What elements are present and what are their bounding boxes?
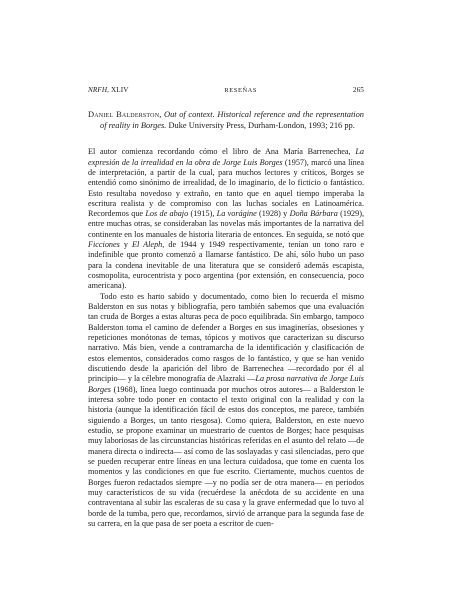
journal-abbreviation: NRFH [88, 86, 108, 94]
review-body [88, 147, 364, 529]
text-run: El autor comienza recordando cómo el libro de Ana María Barrenechea, [88, 147, 356, 157]
text-run: , de 1944 y 1949 respectivamente, tenían un tono raro e indefinible que pronto comenzó a llamarse fantástico. De ahí, sólo hubo un paso para la condena inevitable de una literatura que se consideró además escapista, cosmopolita, eurocentrista y poco argentina (por extensión, en consecuencia, poco americana). [88, 240, 365, 291]
journal-page [88, 86, 364, 529]
text-run: (1928) y [256, 209, 290, 219]
journal-volume: XLIV [110, 86, 129, 94]
page-number: 265 [352, 86, 364, 94]
reviewed-publisher: Duke University Press, Durham-London, 1993; 216 pp. [168, 120, 355, 130]
cited-title: Los de abajo [145, 209, 189, 219]
reviewed-work-citation: Daniel Balderston, Out of context. Historical reference and the representation of reality in Borges. Duke University Press, Durham-London, 1993; 216 pp. [88, 110, 364, 130]
running-head [88, 86, 364, 95]
review-paragraph [88, 147, 364, 292]
reviewed-author: Daniel Balderston [88, 110, 160, 119]
cited-title: Ficciones [88, 240, 120, 250]
cited-title: La prosa narrativa de Jorge Luis Borges [88, 374, 364, 394]
text-run: (1957), marcó una línea de interpretación, a partir de la cual, para muchos lectores y críticos, Borges se entendió como sinónimo de irrealidad, de lo imaginario, de lo ficticio o fantástico. Esto resultaba novedoso y extraño, en tanto que en aquel tiempo imperaba la escritura realista y de compromiso con las luchas sociales en Latinoamérica. Recordemos que [88, 157, 364, 219]
cited-title: La expresión de la irrealidad en la obra de Jorge Luis Borges [88, 147, 364, 167]
cited-title: La vorágine [216, 209, 257, 219]
cited-title: El Aleph [132, 240, 163, 250]
review-paragraph [88, 292, 364, 530]
reviewed-title: Out of context. Historical reference and the representation of reality in Borges. [100, 110, 364, 130]
text-run: (1915), [188, 209, 217, 219]
section-title: RESEÑAS [224, 87, 258, 94]
text-run: (1968), línea luego continuada por muchos otros autores— a Balderston le interesa sobre todo poner en contacto el texto original con la realidad y con la historia (aunque la identificación fácil de estos dos conceptos, me parece, también siguiendo a Borges, un tanto riesgosa). Como quiera, Balderston, en este nuevo estudio, se propone examinar un muestrario de cuentos de Borges; hace pesquisas muy laboriosas de las circunstancias históricas referidas en el asunto del relato —de manera directa o indirecta— así como de las soslayadas y casi silenciadas, pero que se pueden recuperar entre líneas en una lectura cuidadosa, que tome en cuenta los momentos y las condiciones en que fue escrito. Ciertamente, muchos cuentos de Borges fueron redactados siempre —y no podía ser de otra manera— en periodos muy característicos de su vida (recuérdese la anécdota de su accidente en una contraventana al subir las escaleras de su casa y la grave enfermedad que lo tuvo al borde de la tumba, pero que, recordamos, sirvió de arranque para la segunda fase de su carrera, en la que pasa de ser poeta a escritor de cuen- [88, 384, 364, 528]
running-head-journal: NRFH, XLIV [88, 86, 129, 94]
text-run: (1929), entre muchas otras, se consideraban las novelas más importantes de la narrativa del continente en los manuales de historia literaria de entonces. En seguida, se notó que [88, 209, 365, 239]
text-run: y [119, 240, 132, 250]
text-run: Todo esto es harto sabido y documentado, como bien lo recuerda el mismo Balderston en sus notas y bibliografía, pero también sabemos que una evaluación tan cruda de Borges a estas alturas peca de poco equilibrada. Sin embargo, tampoco Balderston toma el camino de defender a Borges en sus imaginerías, obsesiones y repeticiones monótonas de temas, tópicos y motivos que caracterizan su discurso narrativo. Más bien, vende a contramarcha de la identificación y clasificación de estos elementos, considerados como rasgos de lo fantástico, y que se han venido discutiendo desde la aparición del libro de Barrenechea —recordado por él al principio— y la célebre monografía de Alazraki — [88, 291, 364, 384]
cited-title: Doña Bárbara [289, 209, 338, 219]
